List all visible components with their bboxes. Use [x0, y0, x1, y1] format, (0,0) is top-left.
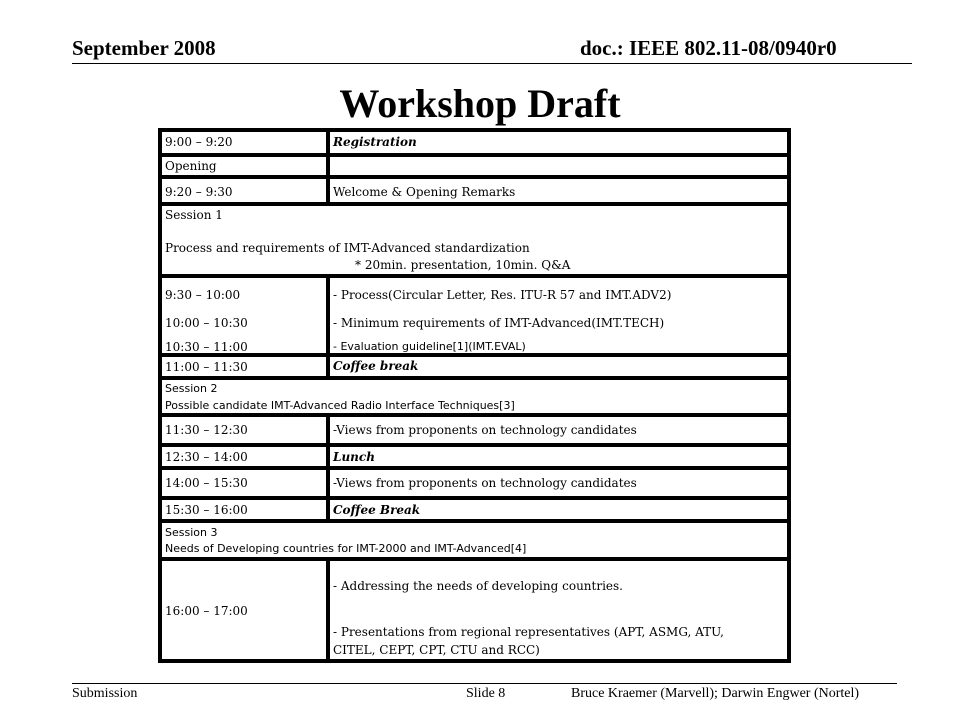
session-1-header	[161, 205, 788, 275]
slide-title: Workshop Draft	[339, 81, 621, 126]
footer-slide-number: Slide 8	[466, 686, 506, 701]
time-text: 9:30 – 10:00	[165, 288, 241, 302]
agenda-table	[158, 128, 791, 663]
session-2-label: Session 2	[165, 382, 218, 395]
empty-cell	[329, 156, 788, 176]
time-text: 15:30 – 16:00	[165, 503, 248, 517]
time-text: 14:00 – 15:30	[165, 476, 248, 490]
time-text: 9:00 – 9:20	[165, 135, 233, 149]
time-cell	[161, 446, 327, 467]
time-text: 9:20 – 9:30	[165, 185, 233, 199]
time-text: 12:30 – 14:00	[165, 450, 248, 464]
time-text: 11:30 – 12:30	[165, 423, 248, 437]
opening-text: Opening	[165, 159, 217, 173]
session-3-title: Needs of Developing countries for IMT-2000 and IMT-Advanced[4]	[165, 542, 527, 555]
time-cell	[161, 178, 327, 203]
time-text: 11:00 – 11:30	[165, 360, 248, 374]
activity-cell	[329, 178, 788, 203]
activity-cell	[329, 416, 788, 444]
session-1-label: Session 1	[165, 208, 223, 222]
time-cell	[161, 469, 327, 497]
registration-text: Registration	[333, 135, 417, 149]
coffee-break-text: Coffee break	[333, 359, 419, 373]
footer-authors: Bruce Kraemer (Marvell); Darwin Engwer (Nortel)	[571, 686, 860, 701]
activity-cell	[329, 356, 788, 377]
activity-cell	[329, 277, 788, 354]
session-3-header	[161, 522, 788, 558]
activity-cell	[329, 499, 788, 520]
presentations-item-line-1: - Presentations from regional representatives (APT, ASMG, ATU,	[333, 625, 724, 639]
lunch-text: Lunch	[333, 450, 375, 464]
process-item: - Process(Circular Letter, Res. ITU-R 57 and IMT.ADV2)	[333, 288, 672, 302]
activity-cell	[329, 446, 788, 467]
label-cell	[161, 156, 327, 176]
session-2-header	[161, 379, 788, 414]
time-cell	[161, 356, 327, 377]
views-item: -Views from proponents on technology candidates	[333, 423, 637, 437]
time-cell	[161, 560, 327, 660]
welcome-text: Welcome & Opening Remarks	[333, 185, 516, 199]
time-cell	[161, 416, 327, 444]
time-cell	[161, 499, 327, 520]
header-doc-id: doc.: IEEE 802.11-08/0940r0	[580, 36, 837, 60]
activity-cell	[329, 131, 788, 154]
activity-cell	[329, 469, 788, 497]
session-3-label: Session 3	[165, 526, 218, 539]
footer-submission: Submission	[72, 686, 138, 701]
time-text: 10:00 – 10:30	[165, 316, 248, 330]
time-text: 10:30 – 11:00	[165, 340, 248, 354]
time-cell	[161, 277, 327, 354]
min-requirements-item: - Minimum requirements of IMT-Advanced(IMT.TECH)	[333, 316, 665, 330]
footer-rule	[72, 683, 897, 684]
evaluation-item: - Evaluation guideline[1](IMT.EVAL)	[333, 340, 526, 353]
time-cell	[161, 131, 327, 154]
time-text: 16:00 – 17:00	[165, 604, 248, 618]
header-rule	[72, 63, 912, 64]
views-item: -Views from proponents on technology candidates	[333, 476, 637, 490]
coffee-break-text: Coffee Break	[333, 503, 421, 517]
addressing-item: - Addressing the needs of developing countries.	[333, 579, 623, 593]
header-date: September 2008	[72, 36, 216, 60]
presentations-item-line-2: CITEL, CEPT, CPT, CTU and RCC)	[333, 643, 540, 657]
session-2-title: Possible candidate IMT-Advanced Radio Interface Techniques[3]	[165, 399, 515, 412]
activity-cell	[329, 560, 788, 660]
session-1-title: Process and requirements of IMT-Advanced standardization	[165, 241, 530, 255]
session-1-note: * 20min. presentation, 10min. Q&A	[355, 258, 571, 272]
